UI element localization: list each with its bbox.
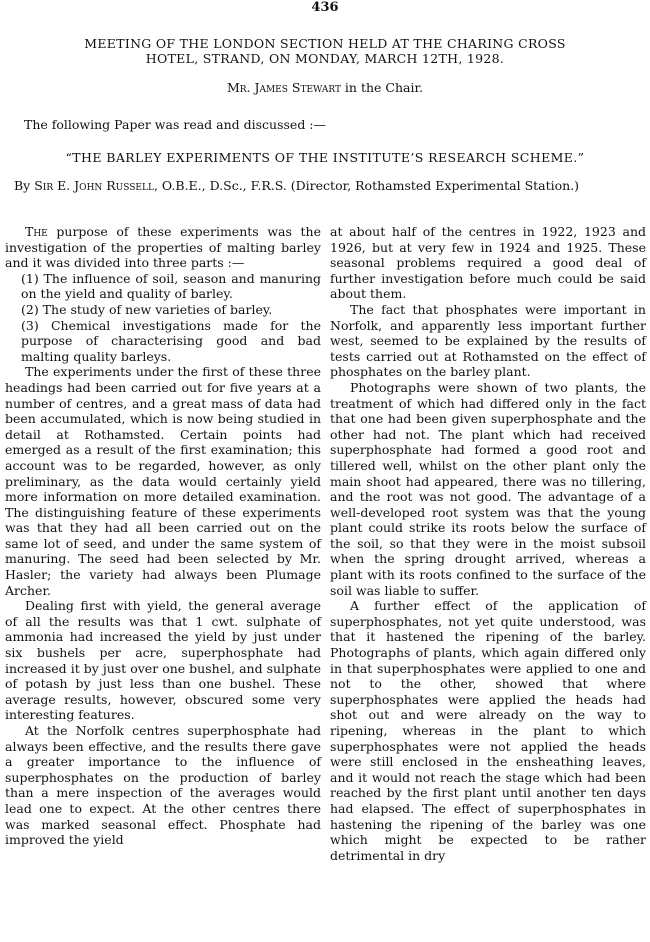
lead-word: The bbox=[25, 224, 48, 239]
paragraph: A further effect of the application of superphosphates, not yet quite understood, was that it hastened the ripening of the barley. Photographs of plants, which again differed only in that superphosphates were applied to one and not to the other, showed that where superphosphates were applied the heads had shot out and were already on the way to ripening, whereas in the plant to which superphosphates were not applied the heads were still enclosed in the ensheathing leaves, and it would not reach the stage which had been reached by the first plant until another ten days had elapsed. The effect of superphosphates in hastening the ripening of the barley was one which might be expected to be rather detrimental in dry bbox=[330, 598, 646, 863]
list-item: (1) The influence of soil, season and manuring on the yield and quality of barley. bbox=[21, 270, 321, 302]
byline-credentials: , O.B.E., D.Sc., F.R.S. (Director, Rothamsted Experimental Station.) bbox=[153, 178, 580, 193]
meeting-heading-line-1: MEETING OF THE LONDON SECTION HELD AT THE CHARING CROSS bbox=[84, 36, 566, 51]
chair-line bbox=[0, 80, 650, 95]
byline-prefix: By bbox=[14, 178, 35, 193]
meeting-heading bbox=[10, 36, 640, 66]
author-byline bbox=[14, 178, 638, 194]
meeting-heading-line-2: HOTEL, STRAND, ON MONDAY, MARCH 12TH, 1928. bbox=[145, 51, 505, 66]
paragraph: Dealing first with yield, the general average of all the results was that 1 cwt. sulphate of ammonia had increased the yield by just under six bushels per acre, superphosphate had increased it by just over one bushel, and sulphate of potash by just less than one bushel. These average results, however, obscured some very interesting features. bbox=[5, 598, 321, 723]
intro-line: The following Paper was read and discussed :— bbox=[24, 117, 327, 132]
paragraph: The fact that phosphates were important in Norfolk, and apparently less important further west, seemed to be explained by the results of tests carried out at Rothamsted on the effect of phosphates on the barley plant. bbox=[330, 301, 646, 380]
right-column bbox=[330, 224, 646, 863]
paragraph-text: purpose of these experiments was the investigation of the properties of malting barley and it was divided into three parts :— bbox=[5, 224, 321, 271]
chair-name: Mr. James Stewart bbox=[226, 80, 341, 95]
author-name: Sir E. John Russell bbox=[34, 178, 154, 193]
list-item: (2) The study of new varieties of barley. bbox=[21, 301, 273, 317]
paper-title: “THE BARLEY EXPERIMENTS OF THE INSTITUTE’S RESEARCH SCHEME.” bbox=[65, 150, 585, 165]
paragraph: At the Norfolk centres superphosphate had always been effective, and the results there gave a greater importance to the influence of superphosphates on the production of barley than a mere inspection of the averages would lead one to expect. At the other centres there was marked seasonal effect. Phosphate had improved the yield bbox=[5, 723, 321, 848]
list-item: (3) Chemical investigations made for the purpose of characterising good and bad malting quality barleys. bbox=[21, 317, 321, 364]
paragraph: The experiments under the first of these three headings had been carried out for five years at a number of centres, and a great mass of data had been accumulated, which is now being studied in detail at Rothamsted. Certain points had emerged as a result of the first examination; this account was to be regarded, however, as only preliminary, as the data would certainly yield more information on more detailed examination. The distinguishing feature of these experiments was that they had all been carried out on the same lot of seed, and under the same system of manuring. The seed had been selected by Mr. Hasler; the variety had always been Plumage Archer. bbox=[5, 364, 321, 598]
left-column bbox=[5, 224, 321, 848]
chair-suffix: in the Chair. bbox=[340, 80, 424, 95]
page-number: 436 bbox=[311, 0, 339, 15]
paragraph bbox=[5, 224, 321, 271]
paragraph: Photographs were shown of two plants, the treatment of which had differed only in the fact that one had been given superphosphate and the other had not. The plant which had received superphosphate had formed a good root and tillered well, whilst on the other plant only the main shoot had appeared, there was no tillering, and the root was not good. The advantage of a well-developed root system was that the young plant could strike its roots below the surface of the soil, so that they were in the moist subsoil when the spring drought arrived, whereas a plant with its roots confined to the surface of the soil was liable to suffer. bbox=[330, 379, 646, 598]
paragraph: at about half of the centres in 1922, 1923 and 1926, but at very few in 1924 and 1925. These seasonal problems required a good deal of further investigation before much could be said about them. bbox=[330, 224, 646, 302]
